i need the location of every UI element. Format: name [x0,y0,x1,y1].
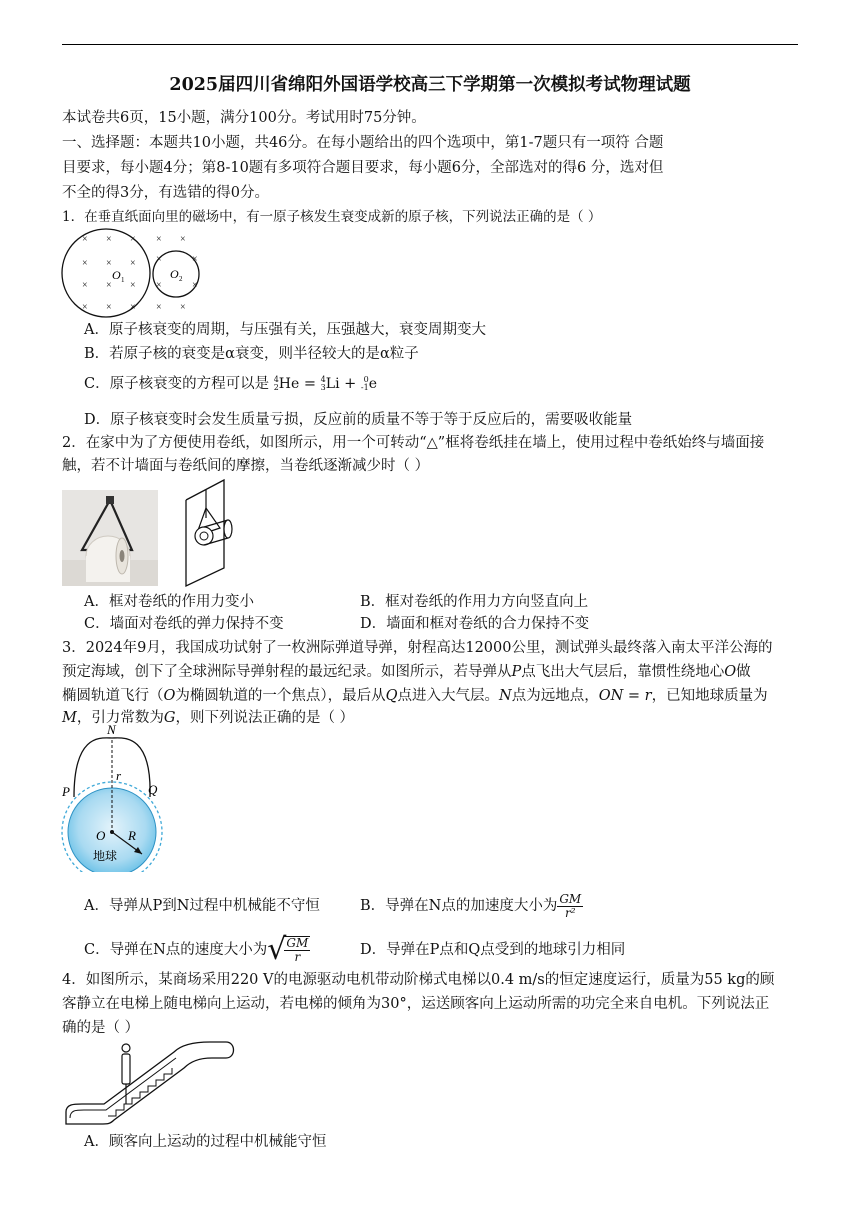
nuclide-e: 0 -1 e [360,375,378,392]
q3-stem-line-2: 预定海域，创下了全球洲际导弹射程的最远纪录。如图所示，若导弹从P点飞出大气层后，靠惯性绕地心O做 [62,664,751,680]
q3-label-o: O [96,828,106,843]
q3-option-d: D．导弹在P点和Q点受到的地球引力相同 [360,942,626,958]
q3-label-earth: 地球 [93,849,118,863]
field-mark-x: × [106,280,112,291]
field-mark-x: × [156,280,162,291]
field-mark-x: × [156,234,162,245]
field-mark-x: × [156,302,162,313]
nuclide-li: 4 3 Li [320,375,340,392]
intro-text: 本试卷共6页，15小题，满分100分。考试用时75分钟。 [62,110,426,126]
field-mark-x: × [82,234,88,245]
q4-stem-line-1: 4．如图所示，某商场采用220 V的电源驱动电机带动阶梯式电梯以0.4 m/s的恒定速度运行，质量为55 kg的顾 [62,972,775,988]
q3-stem-line-1: 3．2024年9月，我国成功试射了一枚洲际弹道导弹，射程高达12000公里，测试弹头最终落入南太平洋公海的 [62,640,773,656]
q1-label-o2-sub: 2 [179,275,183,283]
q4-escalator-figure [60,1038,240,1130]
field-mark-x: × [192,254,198,265]
q1-label-o1: O [112,268,121,282]
q1-option-b: B．若原子核的衰变是α衰变，则半径较大的是α粒子 [84,346,419,362]
field-mark-x: × [82,302,88,313]
q1-option-a: A．原子核衰变的周期，与压强有关，压强越大，衰变周期变大 [84,322,486,338]
nuclide-he: 4 2 He [273,375,300,392]
q1-label-o1-sub: 1 [121,276,125,284]
field-mark-x: × [156,254,162,265]
q3-sqrt-gm-r: √ $\frac{GM}{r}$ [267,932,309,967]
field-mark-x: × [180,302,186,313]
q3-label-p: P [62,784,70,799]
page-title: 2025届四川省绵阳外国语学校高三下学期第一次模拟考试物理试题 [169,75,691,95]
q2-photo-toilet-paper [62,490,158,586]
q1-label-o2: O [170,267,179,281]
q3-orbit-figure [60,722,180,872]
field-mark-x: × [130,258,136,269]
section-line-3: 不全的得3分，有选错的得0分。 [62,185,269,201]
field-mark-x: × [130,302,136,313]
field-mark-x: × [106,258,112,269]
field-mark-x: × [130,280,136,291]
q2-stem-line-1: 2．在家中为了方便使用卷纸，如图所示，用一个可转动“△”框将卷纸挂在墙上，使用过程中卷纸始终与墙面接 [62,435,765,451]
q2-option-d: D．墙面和框对卷纸的合力保持不变 [360,616,590,632]
q3-label-q: Q [148,782,158,797]
q1-magnetic-field-figure [60,226,210,321]
q1-option-c: C．原子核衰变的方程可以是 4 2 He = 4 3 Li + 0 -1 e [84,375,378,392]
section-line-2: 目要求，每小题4分；第8-10题有多项符合题目要求，每小题6分，全部选对的得6 分，选对但 [62,160,664,176]
q3-stem-line-3: 椭圆轨道飞行（O为椭圆轨道的一个焦点），最后从Q点进入大气层。N点为远地点，ON = r，已知地球质量为 [62,688,768,704]
q3-option-a: A．导弹从P到N过程中机械能不守恒 [84,898,320,914]
q2-stem-line-2: 触，若不计墙面与卷纸间的摩擦，当卷纸逐渐减少时（ ） [62,458,430,474]
q4-stem-line-2: 客静立在电梯上随电梯向上运动，若电梯的倾角为30°，运送顾客向上运动所需的功完全来自电机。下列说法正 [62,996,770,1012]
section-line-1: 一、选择题：本题共10小题，共46分。在每小题给出的四个选项中，第1-7题只有一项符 合题 [62,135,664,151]
q3-stem-line-4: M，引力常数为G，则下列说法正确的是（ ） [62,710,355,726]
field-mark-x: × [180,234,186,245]
field-mark-x: × [82,258,88,269]
q2-option-a: A．框对卷纸的作用力变小 [84,594,254,610]
field-mark-x: × [130,234,136,245]
q3-option-c: C．导弹在N点的速度大小为√ $\frac{GM}{r}$ [84,932,309,967]
q4-stem-line-3: 确的是（ ） [62,1020,140,1036]
q3-fraction-gm-r2: $\frac{GM}{\text{r²}}$ [559,891,582,920]
q3-label-n: N [107,722,116,737]
field-mark-x: × [192,280,198,291]
field-mark-x: × [82,280,88,291]
q3-option-b: B．导弹在N点的加速度大小为 $\frac{GM}{\text{r²}}$ [360,891,582,920]
q3-label-r-big: R [128,828,136,843]
q2-option-c: C．墙面对卷纸的弹力保持不变 [84,616,284,632]
field-mark-x: × [106,302,112,313]
q4-option-a: A．顾客向上运动的过程中机械能守恒 [84,1134,327,1150]
top-rule [62,44,798,45]
q1-option-d: D．原子核衰变时会发生质量亏损，反应前的质量不等于等于反应后的，需要吸收能量 [84,412,633,428]
q1-stem: 1．在垂直纸面向里的磁场中，有一原子核发生衰变成新的原子核，下列说法正确的是（ ） [62,209,602,225]
q3-label-r-small: r [116,768,122,783]
field-mark-x: × [106,234,112,245]
q2-wall-diagram [180,478,250,588]
q2-option-b: B．框对卷纸的作用力方向竖直向上 [360,594,589,610]
